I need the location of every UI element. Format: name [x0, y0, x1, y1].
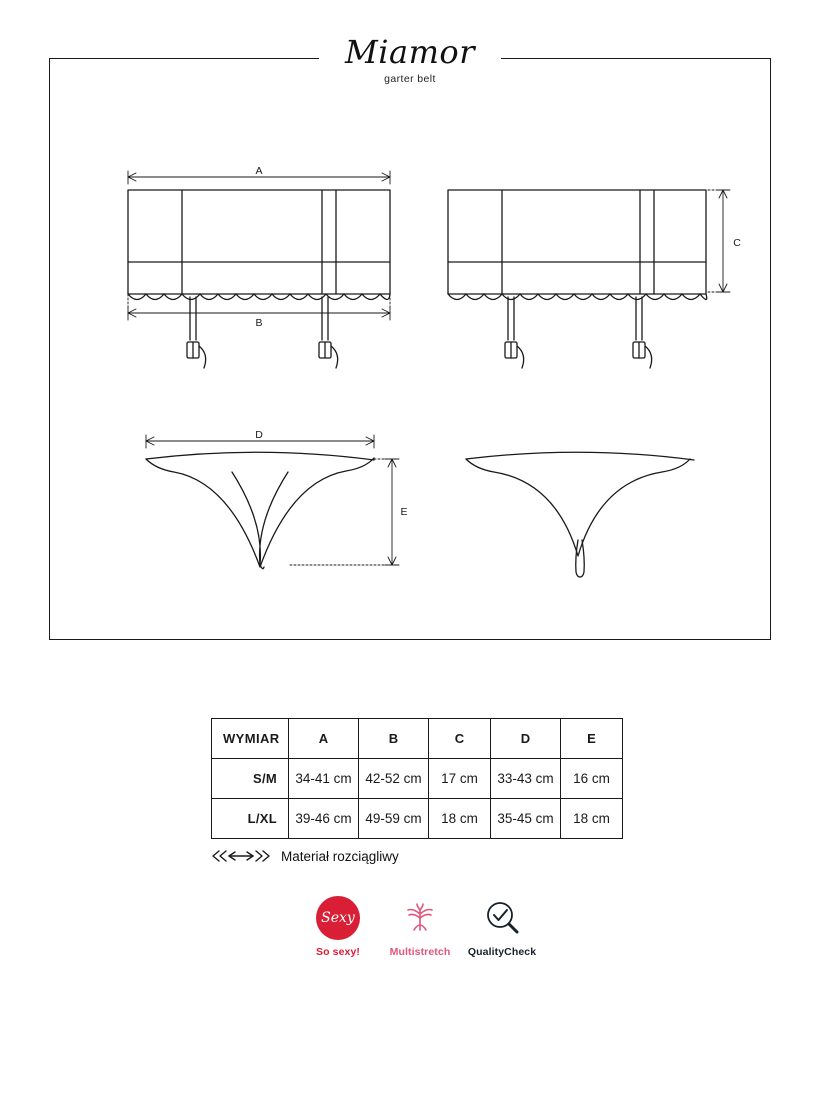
- stretch-note-text: Materiał rozciągliwy: [281, 848, 399, 864]
- table-header-c: C: [429, 719, 491, 759]
- diagram-panel: [49, 58, 771, 640]
- cell-lxl-e: 18 cm: [561, 799, 623, 839]
- magnifier-check-icon: [464, 895, 540, 941]
- feature-caption-multistretch: Multistretch: [389, 946, 451, 958]
- label-e: E: [400, 506, 408, 518]
- feature-qualitycheck: [464, 895, 540, 958]
- sexy-badge-icon: [300, 895, 376, 941]
- table-header-d: D: [491, 719, 561, 759]
- row-label-sm: S/M: [212, 759, 289, 799]
- feature-caption-qualitycheck: QualityCheck: [467, 946, 537, 958]
- cell-lxl-d: 35-45 cm: [491, 799, 561, 839]
- stretch-note: [211, 848, 399, 864]
- cell-sm-b: 42-52 cm: [359, 759, 429, 799]
- table-row: [212, 799, 623, 839]
- feature-so-sexy: [300, 895, 376, 958]
- cell-sm-e: 16 cm: [561, 759, 623, 799]
- brand-name: Miamor: [345, 33, 475, 71]
- double-arrow-icon: [211, 848, 271, 864]
- table-header-wymiar: WYMIAR: [212, 719, 289, 759]
- feature-badges: [300, 895, 540, 958]
- table-header-row: [212, 719, 623, 759]
- label-d: D: [255, 429, 263, 441]
- cell-lxl-c: 18 cm: [429, 799, 491, 839]
- size-table: [211, 718, 623, 839]
- sexy-badge-circle: [316, 896, 360, 940]
- cell-lxl-a: 39-46 cm: [289, 799, 359, 839]
- cell-sm-a: 34-41 cm: [289, 759, 359, 799]
- label-c: C: [733, 237, 741, 249]
- brand-header: [49, 32, 771, 112]
- cell-sm-c: 17 cm: [429, 759, 491, 799]
- row-label-lxl: L/XL: [212, 799, 289, 839]
- label-a: A: [255, 165, 263, 177]
- table-header-a: A: [289, 719, 359, 759]
- sexy-badge-text: Sexy: [321, 910, 355, 926]
- feature-multistretch: [382, 895, 458, 958]
- table-header-e: E: [561, 719, 623, 759]
- table-header-b: B: [359, 719, 429, 759]
- brand-box: [319, 32, 501, 85]
- multistretch-icon: [382, 895, 458, 941]
- cell-sm-d: 33-43 cm: [491, 759, 561, 799]
- label-b: B: [255, 317, 263, 329]
- brand-subtitle: garter belt: [384, 73, 436, 85]
- table-row: [212, 759, 623, 799]
- feature-caption-sexy: So sexy!: [316, 946, 360, 958]
- cell-lxl-b: 49-59 cm: [359, 799, 429, 839]
